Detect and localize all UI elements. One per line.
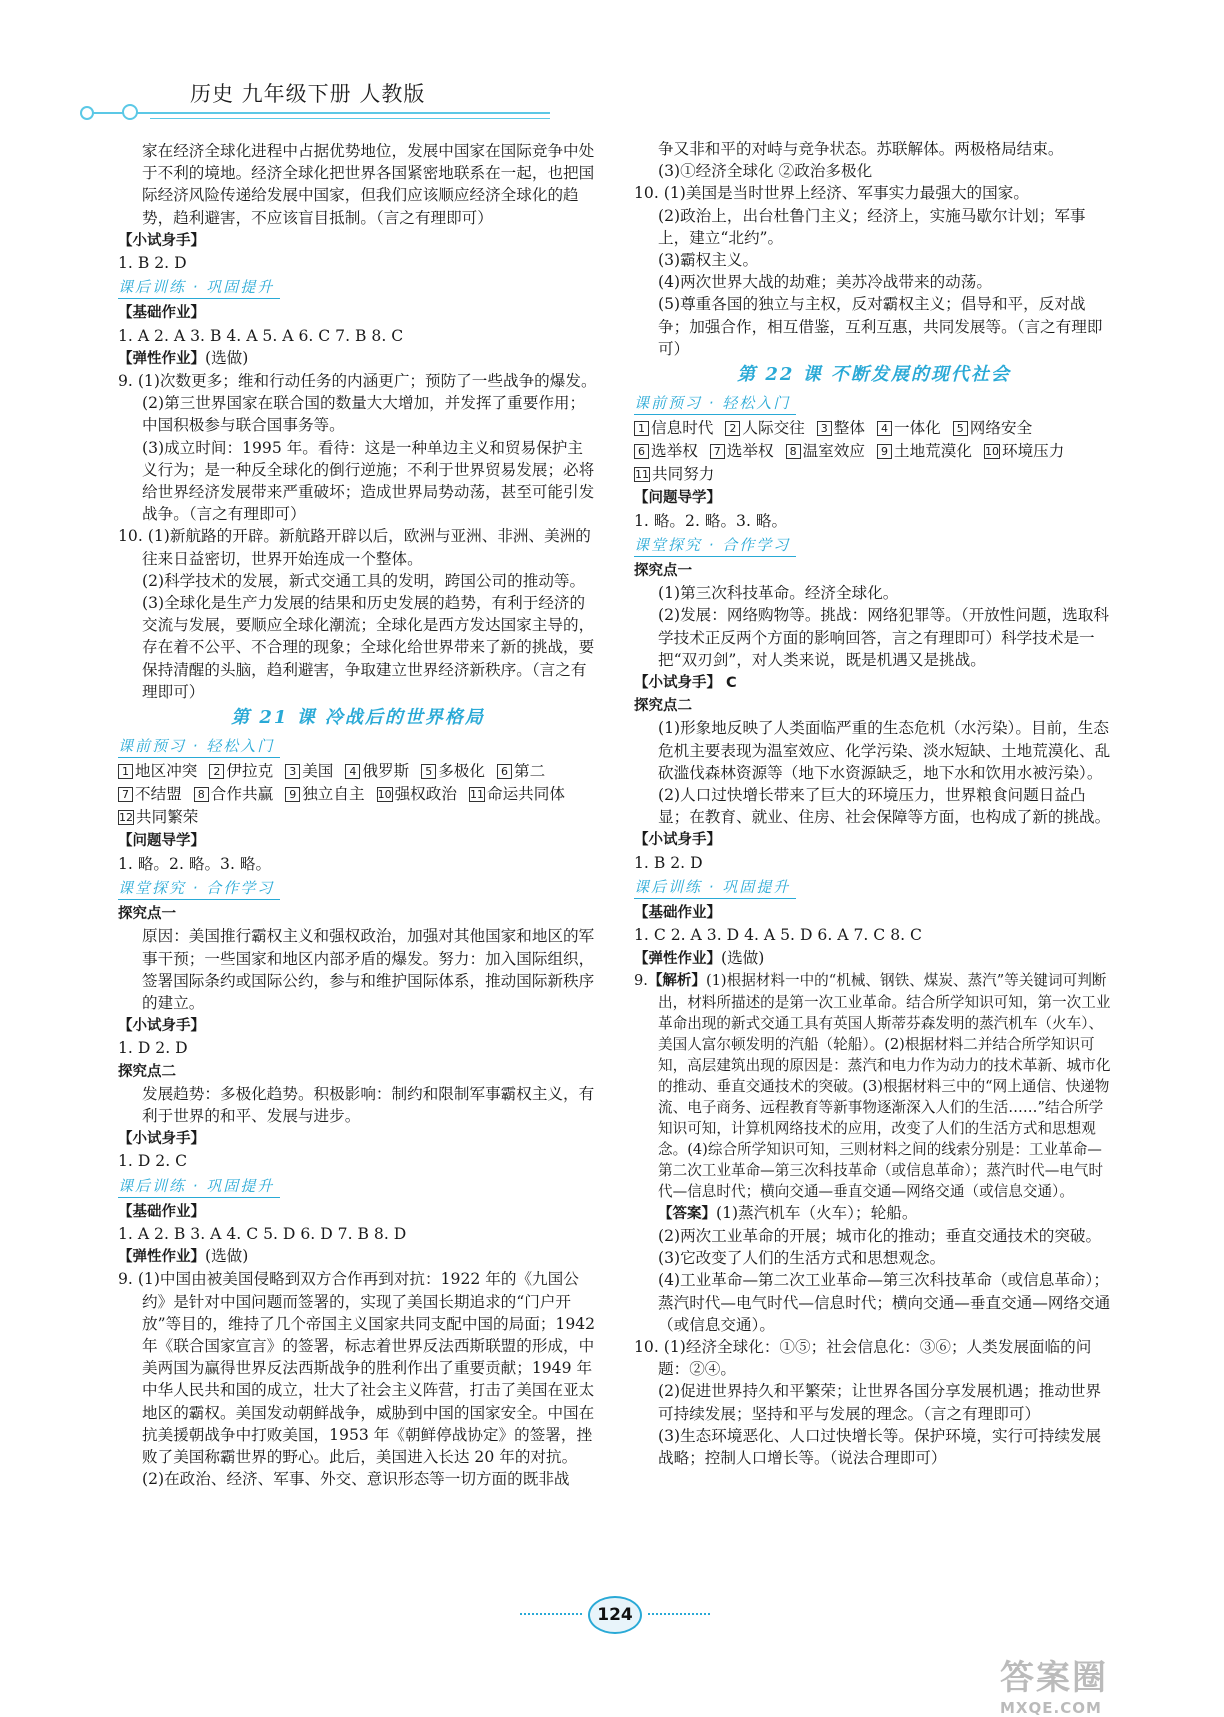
box-number: 8 [786,444,801,459]
question-item: (5)尊重各国的独立与主权，反对霸权主义；倡导和平，反对战争；加强合作，相互借鉴，互利互惠，共同发展等。（言之有理即可） [658,295,1103,358]
page-header-title: 历史 九年级下册 人教版 [190,82,426,106]
header-ring-icon [122,104,138,120]
header-rule [90,112,550,114]
section-label: 【问题导学】 [634,490,721,507]
fill-answer-item [725,417,804,440]
box-number: 6 [634,444,649,459]
fill-answer-text: 温室效应 [802,442,865,461]
fill-answer-item [634,440,698,463]
fill-answer-item [786,440,865,463]
section-heading: 课后训练 · 巩固提升 [634,874,1114,901]
right-column [634,138,1114,1469]
box-number: 10 [984,445,999,459]
paragraph: 发展趋势：多极化趋势。积极影响：制约和限制军事霸权主义，有利于世界的和平、发展与进步。 [142,1084,595,1125]
box-number: 1 [634,421,649,436]
question-item: 【答案】(1)蒸汽机车（火车）；轮船。 [658,1203,918,1222]
section-heading: 课后训练 · 巩固提升 [118,274,598,301]
section-label: 【基础作业】 [634,905,721,922]
section-heading: 课前预习 · 轻松入门 [634,390,1114,417]
question-item: (2)政治上，出台杜鲁门主义；经济上，实施马歇尔计划；军事上，建立“北约”。 [658,206,1086,247]
fill-answer-text: 信息时代 [651,419,714,438]
fill-answer-item [634,463,714,486]
section-label: 【小试身手】 C [634,675,737,692]
answer-line: 1. B 2. D [634,853,703,872]
question-item: (2)第三世界国家在联合国的数量大大增加，并发挥了重要作用；中国积极参与联合国事务等。 [142,394,586,435]
fill-answer-item [710,440,774,463]
fill-answer-text: 共同努力 [652,465,715,484]
fill-answer-text: 选举权 [651,442,698,461]
box-number: 4 [877,421,892,436]
fill-answer-text: 共同繁荣 [136,808,199,827]
watermark-url: MXQE.COM [1000,1699,1102,1717]
fill-answer-text: 独立自主 [302,785,365,804]
box-number: 6 [497,764,512,779]
box-number: 3 [285,764,300,779]
fill-answer-item [118,760,197,783]
fill-answer-text: 命运共同体 [486,785,565,804]
box-number: 5 [953,421,968,436]
fill-answer-text: 第二 [513,762,546,781]
box-number: 11 [635,468,649,482]
fill-answer-text: 整体 [833,419,865,438]
fill-answer-item [469,783,565,806]
paragraph: (2)发展：网络购物等。挑战：网络犯罪等。（开放性问题，选取科学技术正反两个方面的影响回答，言之有理即可）科学技术是一把“双刃剑”，对人类来说，既是机遇又是挑战。 [658,606,1109,669]
box-number: 2 [725,421,740,436]
section-label: 【弹性作业】(选做) [634,948,765,967]
fill-answer-text: 俄罗斯 [362,762,410,781]
fill-answer-item [877,440,972,463]
fill-answer-item [497,760,545,783]
section-label: 【弹性作业】(选做) [118,348,249,367]
box-number: 9 [285,787,300,802]
fill-in-answers [118,760,598,829]
fill-in-answers [634,417,1114,486]
page-footer [520,1596,710,1634]
fill-answer-text: 环境压力 [1001,442,1065,461]
fill-answer-text: 一体化 [893,419,941,438]
answer-line: (3)①经济全球化 ②政治多极化 [658,162,873,181]
answer-line: 1. A 2. A 3. B 4. A 5. A 6. C 7. B 8. C [118,326,404,345]
fill-answer-text: 地区冲突 [135,762,198,781]
fill-answer-item [421,760,485,783]
question-item: (2)促进世界持久和平繁荣；让世界各国分享发展机遇；推动世界可持续发展；坚持和平与发展的理念。（言之有理即可） [658,1382,1102,1423]
left-column [118,140,598,1490]
question-item: 9. (1)中国由被美国侵略到双方合作再到对抗：1922 年的《九国公约》是针对中国问题而签署的，实现了美国长期追求的“门户开放”等目的，维持了几个帝国主义国家共同支配中国的局面；1942 年《联合国家宣言》的签署，标志着世界反法西斯联盟的形成，中美两国为赢得世界反法西斯战争的胜利作出了重要贡献；1949 年中华人民共和国的成立，壮大了社会主义阵营，打击了美国在亚太地区的霸权。美国发动朝鲜战争，威胁到中国的国家安全。中国在抗美援朝战争中打败美国，1953 年《朝鲜停战协定》的签署，挫败了美国称霸世界的野心。此后，美国进入长达 20 年的对抗。 [118,1270,596,1466]
section-heading: 课堂探究 · 合作学习 [634,532,1114,559]
answer-line: 1. D 2. D [118,1039,188,1058]
box-number: 4 [345,764,360,779]
section-label: 【基础作业】 [118,305,205,322]
fill-answer-text: 选举权 [726,442,774,461]
fill-answer-text: 强权政治 [394,785,457,804]
section-label: 【问题导学】 [118,833,205,850]
header-rule-thin [150,118,550,119]
question-item: (2)在政治、经济、军事、外交、意识形态等一切方面的既非战 [142,1470,570,1489]
section-label: 探究点二 [118,1063,176,1080]
box-number: 5 [421,764,436,779]
footer-dotted-line-left [520,1613,582,1615]
box-number: 9 [877,444,892,459]
question-item: (2)两次工业革命的开展；城市化的推动；垂直交通技术的突破。 [658,1226,1102,1245]
paragraph: (1)第三次科技革命。经济全球化。 [658,584,899,603]
footer-dotted-line-right [648,1613,710,1615]
section-label: 【小试身手】 [634,832,721,849]
box-number: 8 [194,787,209,802]
question-item: 10. (1)经济全球化：①⑤；社会信息化：③⑥；人类发展面临的问题：②④。 [634,1337,1092,1379]
section-label: 【弹性作业】(选做) [118,1247,249,1266]
header-dot-icon [80,106,94,120]
section-label: 探究点一 [118,906,176,923]
fill-answer-text: 不结盟 [135,785,182,804]
question-item: (4)两次世界大战的劫难；美苏冷战带来的动荡。 [658,273,992,292]
paragraph: 家在经济全球化进程中占据优势地位，发展中国家在国际竞争中处于不利的境地。经济全球化把世界各国紧密地联系在一起，也把国际经济风险传递给发展中国家，但我们应该顺应经济全球化的趋势，趋利避害，不应该盲目抵制。（言之有理即可） [142,142,595,227]
question-item: (4)工业革命—第二次工业革命—第三次科技革命（或信息革命）；蒸汽时代—电气时代—信息时代；横向交通—垂直交通—网络交通（或信息交通）。 [658,1271,1111,1334]
box-number: 3 [817,421,832,436]
box-number: 7 [118,787,133,802]
section-heading: 课前预习 · 轻松入门 [118,733,598,760]
paragraph: 争又非和平的对峙与竞争状态。苏联解体。两极格局结束。 [658,140,1064,158]
lesson-title: 第 22 课 不断发展的现代社会 [737,364,1011,386]
question-item: 9. (1)次数更多；维和行动任务的内涵更广；预防了一些战争的爆发。 [118,372,597,391]
box-number: 12 [119,811,133,825]
answer-line: 1. D 2. C [118,1152,188,1171]
fill-answer-item [209,760,273,783]
question-item: 10. (1)美国是当时世界上经济、军事实力最强大的国家。 [634,184,1029,203]
fill-answer-text: 合作共赢 [210,785,274,804]
question-item: 9.【解析】(1)根据材料一中的“机械、钢铁、煤炭、蒸汽”等关键词可判断出，材料所描述的是第一次工业革命。结合所学知识可知，第一次工业革命出现的新式交通工具有英国人斯蒂芬森发明的蒸汽机车（火车）、美国人富尔顿发明的汽船（轮船）。(2)根据材料二并结合所学知识可知，高层建筑出现的原因是：蒸汽和电力作为动力的技术革新、城市化的推动、垂直交通技术的突破。(3)根据材料三中的“网上通信、快递物流、电子商务、远程教育等新事物逐渐深入人们的生活……”结合所学知识可知，计算机网络技术的应用，改变了人们的生活方式和思想观念。(4)综合所学知识可知，三则材料之间的线索分别是：工业革命—第二次工业革命—第三次科技革命（或信息革命）；蒸汽时代—电气时代—信息时代；横向交通—垂直交通—网络交通（或信息交通）。 [634,971,1111,1200]
section-label: 探究点一 [634,563,692,580]
fill-answer-item [118,806,198,829]
fill-answer-item [877,417,941,440]
section-heading: 课后训练 · 巩固提升 [118,1173,598,1200]
box-number: 7 [710,444,725,459]
answer-line: 1. A 2. B 3. A 4. C 5. D 6. D 7. B 8. D [118,1224,407,1243]
answer-line: 1. B 2. D [118,254,187,273]
fill-answer-item [984,440,1064,463]
fill-answer-item [285,760,333,783]
box-number: 1 [118,764,133,779]
question-item: (3)它改变了人们的生活方式和思想观念。 [658,1249,946,1268]
page-number: 124 [588,1596,642,1634]
fill-answer-text: 人际交往 [742,419,805,438]
fill-answer-item [194,783,273,806]
watermark-text: 答案圈 [1000,1658,1108,1698]
section-label: 【小试身手】 [118,1131,205,1148]
paragraph: 原因：美国推行霸权主义和强权政治，加强对其他国家和地区的军事干预；一些国家和地区内部矛盾的爆发。努力：加入国际组织，签署国际条约或国际公约，参与和维护国际体系，推动国际新秩序的建立。 [142,927,595,1012]
section-label: 【基础作业】 [118,1203,205,1220]
answer-line: 1. 略。2. 略。3. 略。 [118,854,272,873]
question-item: (3)全球化是生产力发展的结果和历史发展的趋势，有利于经济的交流与发展，要顺应全球化潮流；全球化是西方发达国家主导的，存在着不公平、不合理的现象；全球化给世界带来了新的挑战，要保持清醒的头脑，趋利避害，争取建立世界经济新秩序。（言之有理即可） [142,594,595,701]
fill-answer-item [345,760,409,783]
section-label: 探究点二 [634,698,692,715]
question-item: (3)成立时间：1995 年。看待：这是一种单边主义和贸易保护主义行为；是一种反全球化的倒行逆施；不利于世界贸易发展；必将给世界经济发展带来严重破坏；造成世界局势动荡，甚至可能引发战争。（言之有理即可） [142,438,595,524]
fill-answer-item [285,783,364,806]
watermark-logo [1000,1650,1108,1717]
paragraph: (1)形象地反映了人类面临严重的生态危机（水污染）。目前，生态危机主要表现为温室效应、化学污染、淡水短缺、土地荒漠化、乱砍滥伐森林资源等（地下水资源缺乏，地下水和饮用水被污染）。 [658,719,1111,782]
section-label: 【小试身手】 [118,232,205,249]
section-label: 【小试身手】 [118,1018,205,1035]
fill-answer-text: 网络安全 [969,419,1033,438]
box-number: 2 [209,764,224,779]
section-heading: 课堂探究 · 合作学习 [118,875,598,902]
box-number: 11 [469,788,484,802]
question-item: 10. (1)新航路的开辟。新航路开辟以后，欧洲与亚洲、非洲、美洲的往来日益密切，世界开始连成一个整体。 [118,527,591,568]
paragraph: (2)人口过快增长带来了巨大的环境压力，世界粮食问题日益凸显；在教育、就业、住房、社会保障等方面，也构成了新的挑战。 [658,786,1111,827]
answer-line: 1. 略。2. 略。3. 略。 [634,511,788,530]
question-item: (3)生态环境恶化、人口过快增长等。保护环境，实行可持续发展战略；控制人口增长等。（说法合理即可） [658,1426,1102,1467]
fill-answer-item [634,417,713,440]
fill-answer-item [377,783,457,806]
fill-answer-item [817,417,865,440]
fill-answer-text: 美国 [302,762,334,781]
fill-answer-item [118,783,182,806]
answer-line: 1. C 2. A 3. D 4. A 5. D 6. A 7. C 8. C [634,926,922,945]
fill-answer-text: 多极化 [438,762,485,781]
fill-answer-text: 土地荒漠化 [893,442,972,461]
question-item: (2)科学技术的发展，新式交通工具的发明，跨国公司的推动等。 [142,571,586,590]
fill-answer-text: 伊拉克 [226,762,274,781]
fill-answer-item [953,417,1032,440]
box-number: 10 [377,788,392,802]
question-item: (3)霸权主义。 [658,251,759,270]
lesson-title: 第 21 课 冷战后的世界格局 [231,707,485,729]
